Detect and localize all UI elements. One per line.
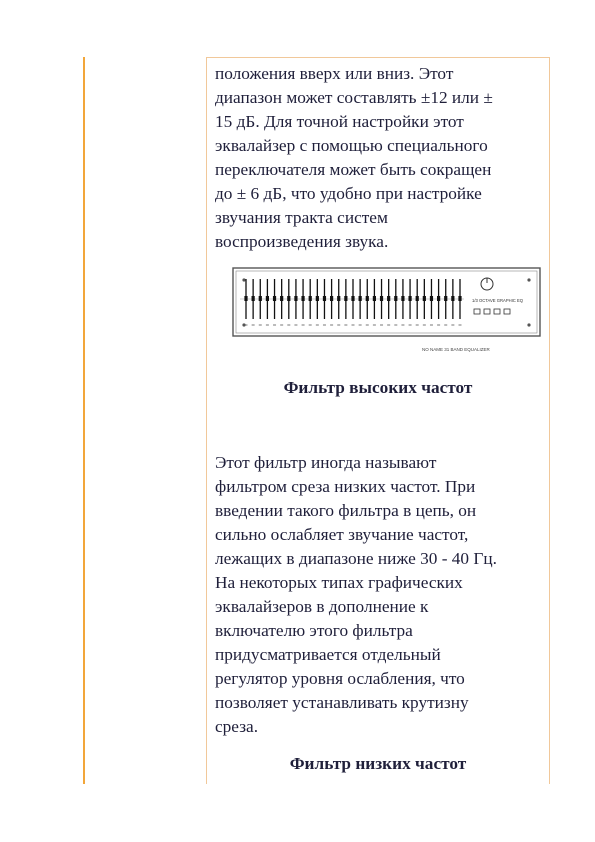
band-slider-knob bbox=[323, 296, 326, 301]
band-slider-knob bbox=[437, 296, 440, 301]
band-slider-knob bbox=[416, 296, 419, 301]
text-line: диапазон может составлять ±12 или ± bbox=[215, 88, 493, 107]
text-line: до ± 6 дБ, что удобно при настройке bbox=[215, 184, 482, 203]
panel-header-text: 1/3 OCTAVE GRAPHIC EQ bbox=[472, 298, 524, 303]
band-slider-knob bbox=[451, 296, 454, 301]
band-slider-knob bbox=[337, 296, 340, 301]
text-line: позволяет устанавливать крутизну bbox=[215, 693, 469, 712]
text-line: воспроизведения звука. bbox=[215, 232, 389, 251]
band-slider-knob bbox=[330, 296, 333, 301]
text-line: переключателя может быть сокращен bbox=[215, 160, 492, 179]
band-slider-knob bbox=[252, 296, 255, 301]
band-slider-knob bbox=[408, 296, 411, 301]
text-line: сильно ослабляет звучание частот, bbox=[215, 525, 469, 544]
text-line: звучания тракта систем bbox=[215, 208, 388, 227]
band-slider-knob bbox=[280, 296, 283, 301]
band-slider-knob bbox=[344, 296, 347, 301]
text-line: регулятор уровня ослабления, что bbox=[215, 669, 465, 688]
text-line: лежащих в диапазоне ниже 30 - 40 Гц. bbox=[215, 549, 497, 568]
rack-screw bbox=[527, 323, 530, 326]
panel-footer-text: NO NAME 31 BAND EQUALIZER bbox=[422, 347, 490, 352]
text-line: включателю этого фильтра bbox=[215, 621, 413, 640]
band-slider-knob bbox=[359, 296, 362, 301]
text-line: эквалайзер с помощью специального bbox=[215, 136, 488, 155]
band-slider-knob bbox=[423, 296, 426, 301]
band-slider-knob bbox=[301, 296, 304, 301]
band-slider-knob bbox=[316, 296, 319, 301]
band-slider-knob bbox=[266, 296, 269, 301]
band-slider-knob bbox=[387, 296, 390, 301]
margin-rule bbox=[83, 57, 85, 784]
band-slider-knob bbox=[394, 296, 397, 301]
band-slider-knob bbox=[458, 296, 461, 301]
text-line: На некоторых типах графических bbox=[215, 573, 463, 592]
heading-low-pass-filter: Фильтр низких частот bbox=[289, 754, 467, 773]
graphic-equalizer-image bbox=[232, 267, 541, 355]
paragraph-eq-range bbox=[215, 62, 545, 254]
band-slider-knob bbox=[351, 296, 354, 301]
text-line: положения вверх или вниз. Этот bbox=[215, 64, 454, 83]
text-line: эквалайзеров в дополнение к bbox=[215, 597, 429, 616]
text-line: введении такого фильтра в цепь, он bbox=[215, 501, 477, 520]
band-slider-knob bbox=[287, 296, 290, 301]
band-slider-knob bbox=[401, 296, 404, 301]
rack-screw bbox=[242, 278, 245, 281]
rack-screw bbox=[242, 323, 245, 326]
text-line: придусматривается отдельный bbox=[215, 645, 441, 664]
text-line: среза. bbox=[215, 717, 259, 736]
text-line: 15 дБ. Для точной настройки этот bbox=[215, 112, 464, 131]
heading-high-pass-filter: Фильтр высоких частот bbox=[283, 378, 473, 397]
band-slider-knob bbox=[380, 296, 383, 301]
band-slider-knob bbox=[244, 296, 247, 301]
band-slider-knob bbox=[373, 296, 376, 301]
paragraph-filter-description bbox=[215, 451, 545, 739]
band-slider-knob bbox=[430, 296, 433, 301]
band-slider-knob bbox=[273, 296, 276, 301]
rack-screw bbox=[527, 278, 530, 281]
band-slider-knob bbox=[444, 296, 447, 301]
text-line: фильтром среза низких частот. При bbox=[215, 477, 476, 496]
band-slider-knob bbox=[294, 296, 297, 301]
band-slider-knob bbox=[259, 296, 262, 301]
band-slider-knob bbox=[309, 296, 312, 301]
band-slider-knob bbox=[366, 296, 369, 301]
text-line: Этот фильтр иногда называют bbox=[215, 453, 437, 472]
